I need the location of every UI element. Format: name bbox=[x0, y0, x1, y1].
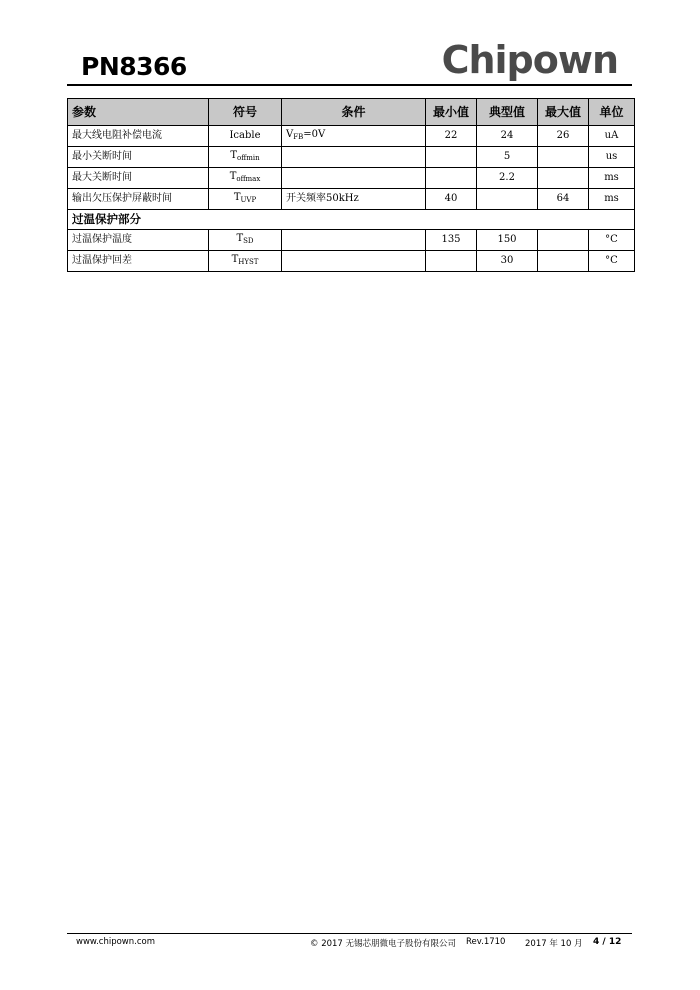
col-header-max: 最大值 bbox=[538, 99, 589, 126]
table-row bbox=[68, 230, 635, 251]
spec-table bbox=[67, 98, 635, 272]
table-row bbox=[68, 168, 635, 189]
max-cell bbox=[538, 168, 589, 189]
col-header-param: 参数 bbox=[68, 99, 209, 126]
condition-cell bbox=[282, 168, 426, 189]
unit-cell: °C bbox=[589, 251, 635, 272]
page-number: 4 / 12 bbox=[593, 937, 622, 947]
max-cell: 64 bbox=[538, 189, 589, 210]
min-cell bbox=[426, 168, 477, 189]
symbol-text: T bbox=[236, 233, 244, 244]
col-header-typ: 典型值 bbox=[477, 99, 538, 126]
chipown-logo: Chipown bbox=[441, 38, 618, 82]
typ-cell: 5 bbox=[477, 147, 538, 168]
header-rule bbox=[67, 84, 632, 86]
symbol-subscript: offmin bbox=[237, 154, 260, 162]
max-cell bbox=[538, 147, 589, 168]
table-row bbox=[68, 251, 635, 272]
min-cell: 135 bbox=[426, 230, 477, 251]
symbol-text: T bbox=[233, 192, 241, 203]
symbol-text: T bbox=[230, 150, 238, 161]
min-cell bbox=[426, 147, 477, 168]
symbol-subscript: offmax bbox=[236, 175, 261, 183]
param-cell: 最大线电阻补偿电流 bbox=[68, 126, 209, 147]
symbol-text: Icable bbox=[229, 130, 261, 141]
param-cell: 过温保护温度 bbox=[68, 230, 209, 251]
condition-cell bbox=[282, 126, 426, 147]
col-header-symbol: 符号 bbox=[209, 99, 282, 126]
table-row bbox=[68, 147, 635, 168]
symbol-subscript: UVP bbox=[240, 196, 257, 204]
footer-rule bbox=[67, 933, 632, 934]
page-header bbox=[67, 36, 632, 86]
condition-subscript: FB bbox=[293, 133, 304, 141]
footer-revision: Rev.1710 bbox=[466, 937, 506, 947]
symbol-cell bbox=[209, 126, 282, 147]
footer-website: www.chipown.com bbox=[76, 937, 155, 947]
table-header-row bbox=[68, 99, 635, 126]
part-number: PN8366 bbox=[81, 52, 187, 81]
param-cell: 输出欠压保护屏蔽时间 bbox=[68, 189, 209, 210]
symbol-cell bbox=[209, 251, 282, 272]
section-title: 过温保护部分 bbox=[68, 210, 635, 230]
symbol-cell bbox=[209, 189, 282, 210]
typ-cell: 2.2 bbox=[477, 168, 538, 189]
condition-cell bbox=[282, 230, 426, 251]
unit-cell: us bbox=[589, 147, 635, 168]
unit-cell: ms bbox=[589, 189, 635, 210]
min-cell: 40 bbox=[426, 189, 477, 210]
condition-cell: 开关频率50kHz bbox=[282, 189, 426, 210]
symbol-cell bbox=[209, 147, 282, 168]
footer-date: 2017 年 10 月 bbox=[525, 939, 583, 949]
col-header-min: 最小值 bbox=[426, 99, 477, 126]
col-header-condition: 条件 bbox=[282, 99, 426, 126]
unit-cell: °C bbox=[589, 230, 635, 251]
min-cell bbox=[426, 251, 477, 272]
typ-cell: 150 bbox=[477, 230, 538, 251]
table-row bbox=[68, 189, 635, 210]
condition-rest: =0V bbox=[303, 129, 326, 140]
symbol-text: T bbox=[229, 171, 237, 182]
max-cell bbox=[538, 251, 589, 272]
symbol-cell bbox=[209, 168, 282, 189]
section-row bbox=[68, 210, 635, 230]
symbol-subscript: HYST bbox=[238, 258, 259, 266]
table-row bbox=[68, 126, 635, 147]
param-cell: 过温保护回差 bbox=[68, 251, 209, 272]
unit-cell: ms bbox=[589, 168, 635, 189]
condition-cell bbox=[282, 251, 426, 272]
max-cell: 26 bbox=[538, 126, 589, 147]
typ-cell: 24 bbox=[477, 126, 538, 147]
max-cell bbox=[538, 230, 589, 251]
unit-cell: uA bbox=[589, 126, 635, 147]
footer-copyright: © 2017 无锡芯朋微电子股份有限公司 bbox=[310, 939, 457, 949]
typ-cell bbox=[477, 189, 538, 210]
symbol-text: T bbox=[231, 254, 239, 265]
col-header-unit: 单位 bbox=[589, 99, 635, 126]
min-cell: 22 bbox=[426, 126, 477, 147]
typ-cell: 30 bbox=[477, 251, 538, 272]
condition-text: V bbox=[286, 129, 294, 140]
param-cell: 最大关断时间 bbox=[68, 168, 209, 189]
symbol-subscript: SD bbox=[243, 237, 254, 245]
symbol-cell bbox=[209, 230, 282, 251]
condition-cell bbox=[282, 147, 426, 168]
param-cell: 最小关断时间 bbox=[68, 147, 209, 168]
